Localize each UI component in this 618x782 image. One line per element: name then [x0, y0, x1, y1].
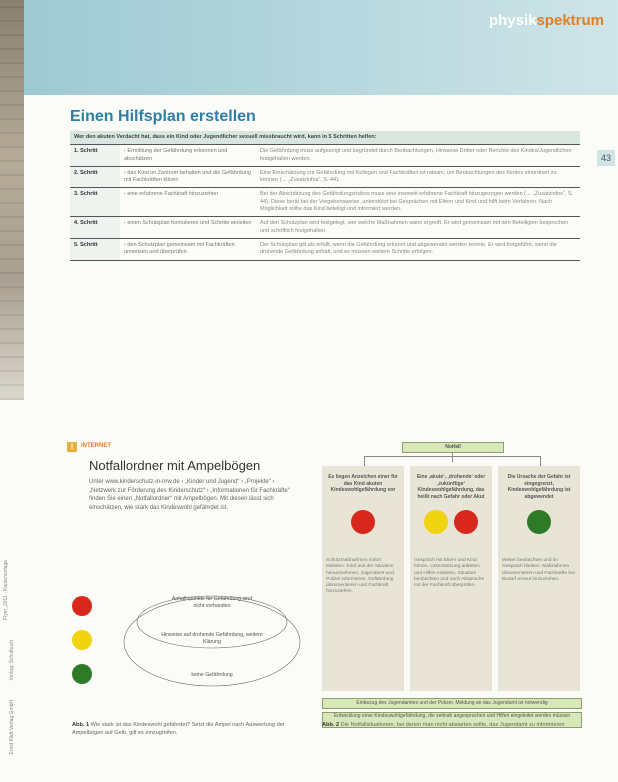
traffic-light-figure: [72, 590, 312, 700]
flow-col3-text: Weiter beobachten und im Gespräch bleiben. Maßnahmen dokumentieren und Fachkräfte bei Bedarf erneut hinzuziehen.: [502, 558, 575, 582]
ellipse-label-bottom: keine Gefährdung: [191, 672, 233, 678]
background-photo: [0, 0, 24, 400]
action-cell: › Ermittlung der Gefährdung erkennen und abschätzen: [124, 148, 228, 162]
header-banner: [24, 0, 618, 95]
caption-fig1: Abb. 1 Wie stark ist das Kindeswohl gefährdet? Setzt die Ampel nach Auswertung der Ampelbögen auf Gelb, gilt es einzugreifen.: [72, 722, 285, 736]
step-cell: 5. Schritt: [70, 239, 120, 260]
flow-bottom-box-1: Einbezug des Jugendamtes und der Polizei, Meldung an das Jugendamt ist notwendig: [322, 698, 582, 709]
red-circle-icon-2: [454, 510, 478, 534]
table-row: [70, 187, 580, 216]
flow-bottom-box-2: Entwicklung einer Kindeswohlgefährdung, die zeitnah angesprochen und Hilfen eingeleitet werden müssen: [322, 712, 582, 728]
table-header: Wer den akuten Verdacht hat, dass ein Kind oder Jugendlicher sexuell missbraucht wird, kann in 5 Schritten helfen:: [70, 131, 580, 144]
internet-label: INTERNET: [81, 443, 111, 449]
side-credit-3: Ernst Klett Verlag GmbH: [9, 700, 15, 755]
brand-logo: physikspektrum: [488, 12, 604, 29]
flow-col3-label: Die Ursache der Gefahr ist eingegrenzt, Kindeswohlgefährdung ist abgewendet: [507, 474, 571, 500]
green-circle-icon: [527, 510, 551, 534]
table-row: [70, 166, 580, 188]
table-row: [70, 238, 580, 260]
step-cell: 4. Schritt: [70, 217, 120, 238]
text-cell: Der Schutzplan gilt als erfüllt, wenn die Gefährdung erkannt und abgewendet werden konnte. Er wird fortgeführt, wenn die drohende Gefährdung anhält, und es müssen weitere Schritte erfolgen.: [260, 241, 557, 256]
flow-col1-text: Schutzmaßnahmen sofort einleiten. Kind aus der Situation herausnehmen, Jugendamt und Polizei informieren. Gefährdung dokumentieren und Fachkraft hinzuziehen.: [326, 558, 394, 595]
side-credit-2: Verlag: Schulbuch: [9, 640, 15, 681]
step-cell: 2. Schritt: [70, 167, 120, 188]
action-cell: › eine erfahrene Fachkraft hinzuziehen: [124, 191, 219, 198]
red-light-icon: [72, 596, 92, 616]
flow-col2-label: Eine ‚akute‘, ‚drohende‘ oder ‚zukünftige‘ Kindeswohlgefährdung, das heißt nach Gefahr oder Akut: [416, 474, 486, 500]
red-circle-icon: [351, 510, 375, 534]
flow-col1-label: Es liegen Anzeichen einer für das Kind akuten Kindeswohlgefährdung vor: [328, 474, 398, 493]
green-light-icon: [72, 664, 92, 684]
flowchart: [322, 442, 584, 742]
caption-fig2: Abb. 2 Die Notfallsituationen, bei denen man nicht abwarten sollte, das Jugendamt zu informieren: [322, 722, 565, 728]
action-cell: › den Schutzplan gemeinsam mit Fachkräften umsetzen und überprüfen: [124, 241, 235, 256]
flow-column-green: [498, 466, 580, 691]
ellipse-label-top: Anhaltspunkte für Gefährdung sind nicht vorhanden: [171, 596, 253, 609]
flow-col2-text: Gespräch mit Eltern und Kind führen. Unterstützung anbieten und Hilfen einleiten. Situation beobachten und nach Absprache mit der Fachkraft überprüfen.: [414, 558, 485, 589]
flow-column-yellow: [410, 466, 492, 691]
yellow-light-icon: [72, 630, 92, 650]
action-cell: › das Kind im Zentrum behalten und die Gefährdung mit Fachkräften klären: [124, 169, 251, 184]
text-cell: Eine Einschätzung zur Gefährdung mit Kollegen und Fachkräften ist ratsam, um Beobachtungen des Kindes einordnen zu können (→ „Zusatzinfos“, S. 44).: [260, 169, 557, 184]
text-cell: Auf den Schutzplan wird festgelegt, wer welche Maßnahmen wann ergreift. Er wird gemeinsam mit den Beteiligten besprochen und schriftlich festgehalten.: [260, 220, 569, 234]
ellipse-label-middle: Hinweise auf drohende Gefährdung, weitere Klärung: [161, 632, 263, 645]
flow-column-red: [322, 466, 404, 691]
text-cell: Bei der Abschätzung des Gefährdungsrisikos muss eine insoweit erfahrene Fachkraft hinzugezogen werden (→ „Zusatzinfos“, S. 44). Diese berät bei der Vorgehensweise, unterstützt bei Gesprächen mit Eltern und Kind und hilft beim Verfahren. Nach Möglichkeit sollte das Kind beteiligt und informiert werden.: [260, 191, 574, 213]
page-number: 43: [597, 150, 615, 166]
action-cell: › einen Schutzplan formulieren und Schritte einleiten: [124, 220, 252, 227]
text-cell: Die Gefährdung muss aufgezeigt und begründet durch Beobachtungen, Hinweise Dritter oder Berichte des Kindes/Jugendlichen festgehalten werden.: [260, 148, 572, 162]
internet-text: Unter www.kinderschutz-in-nrw.de › „Kinder und Jugend“ › „Projekte“ › „Netzwerk zur Förderung des Kinderschutz“ › „Informationen für Fachkräfte“ finden Sie einen „Notfallordner“ mit Ampelbögen. Mit diesen lässt sich einschätzen, wie stark das Kindeswohl gefährdet ist.: [89, 479, 290, 511]
internet-box: [67, 442, 307, 560]
yellow-circle-icon: [424, 510, 448, 534]
internet-title: Notfallordner mit Ampelbögen: [89, 458, 261, 473]
step-cell: 1. Schritt: [70, 145, 120, 166]
table-row: [70, 144, 580, 166]
flow-top-box: Notfall: [402, 442, 504, 453]
side-credit-1: Flyer_2011 - Kopiervorlage: [3, 560, 9, 620]
side-credits: [3, 560, 17, 770]
page-title: Einen Hilfsplan erstellen: [70, 108, 256, 125]
table-row: [70, 216, 580, 238]
steps-table: [70, 131, 580, 261]
info-icon: i: [67, 442, 77, 452]
step-cell: 3. Schritt: [70, 188, 120, 216]
